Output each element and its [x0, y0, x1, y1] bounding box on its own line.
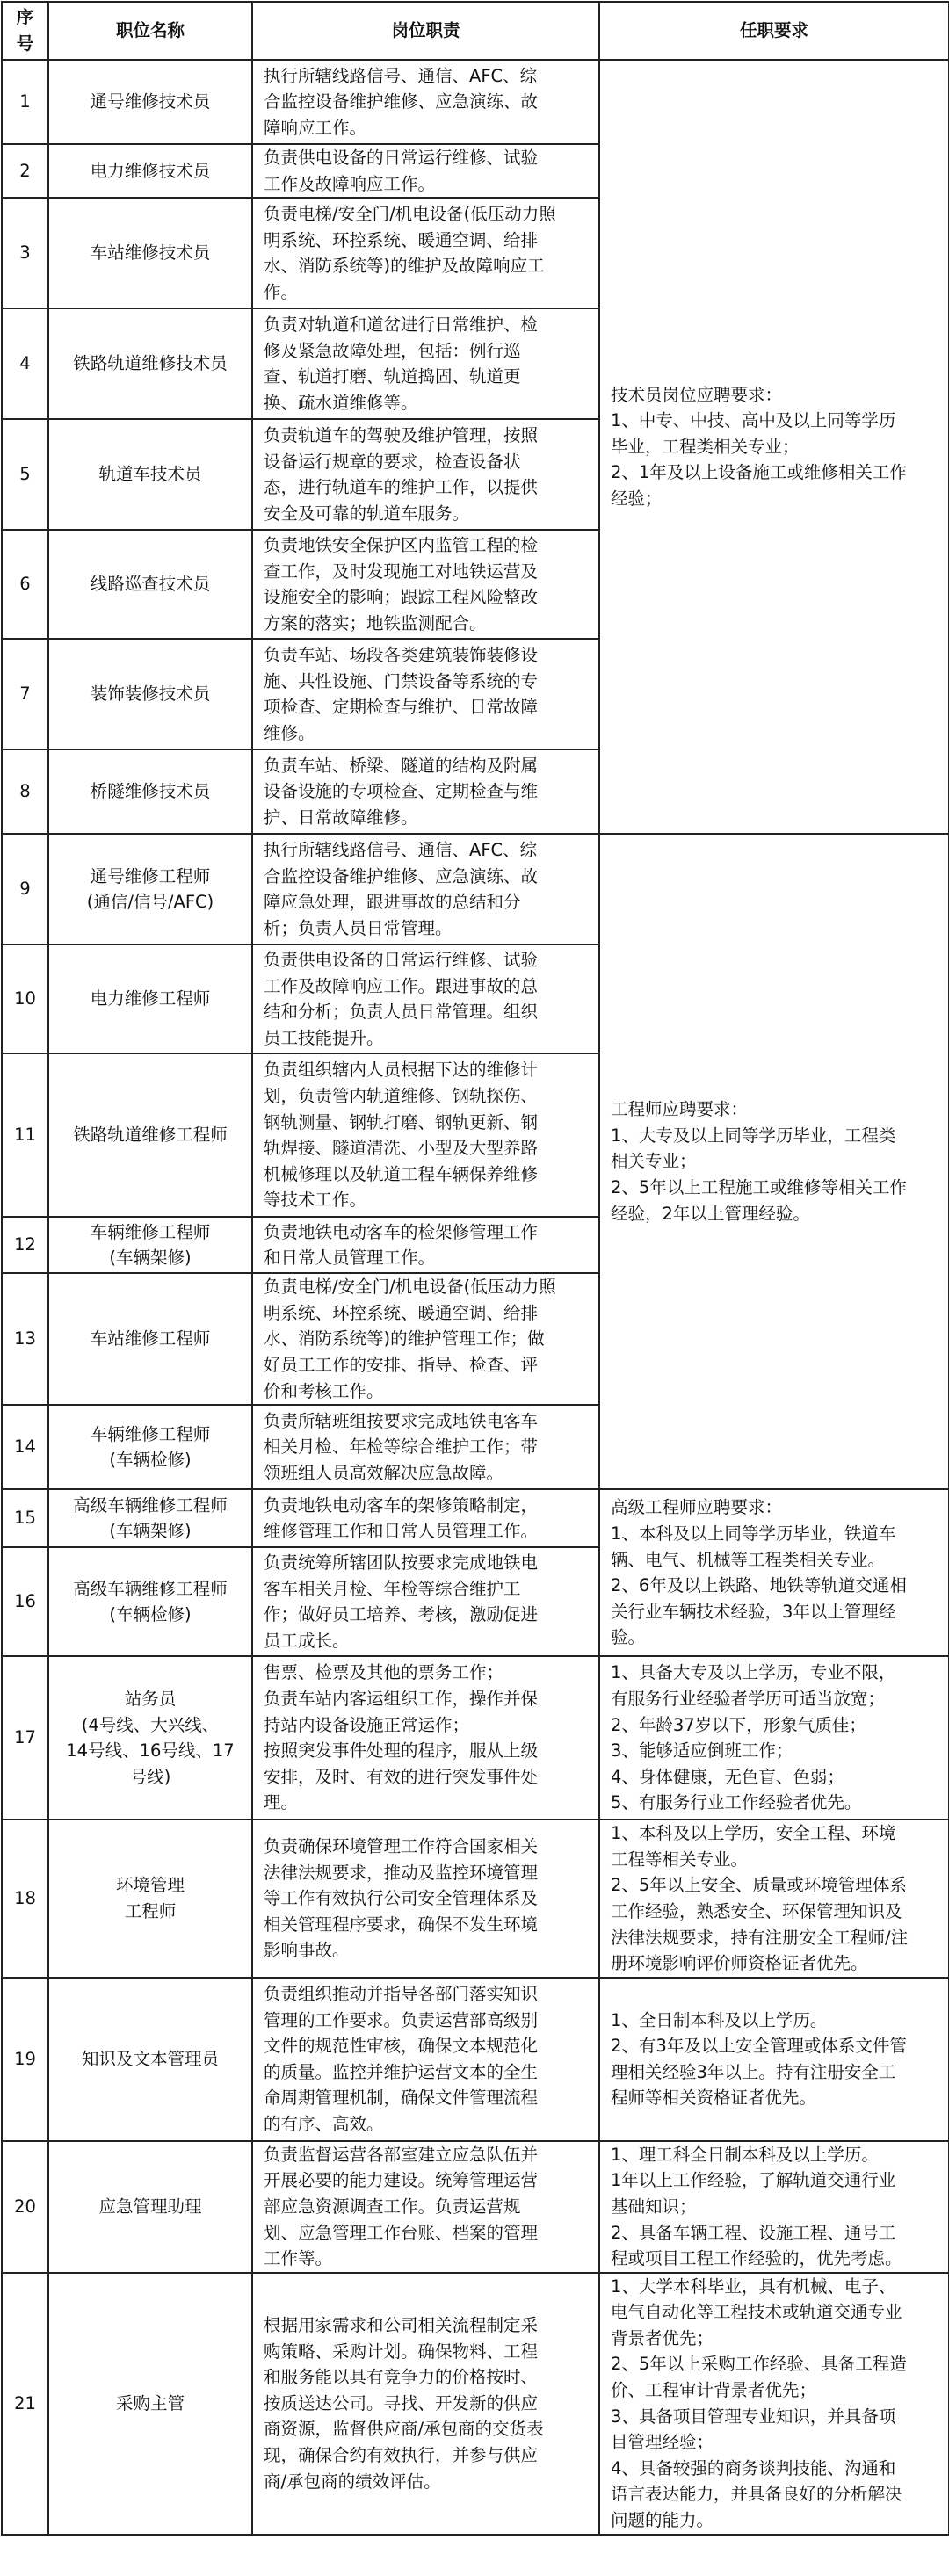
table-row [2, 1656, 949, 1820]
position-name: 铁路轨道维修工程师 [48, 1053, 252, 1217]
row-number: 5 [2, 419, 48, 530]
position-name: 桥隧维修技术员 [48, 749, 252, 834]
position-duties: 负责电梯/安全门/机电设备(低压动力照 明系统、环控系统、暖通空调、给排 水、消防系统等)的维护管理工作；做 好员工工作的安排、指导、检查、评 价和考核工作。 [252, 1273, 599, 1405]
position-name: 环境管理 工程师 [48, 1820, 252, 1978]
table-header-row [2, 2, 949, 60]
position-name: 车辆维修工程师 (车辆架修) [48, 1217, 252, 1273]
position-name: 装饰装修技术员 [48, 639, 252, 749]
position-name: 电力维修技术员 [48, 144, 252, 198]
row-number: 18 [2, 1820, 48, 1978]
recruitment-table [1, 1, 949, 2536]
position-name: 铁路轨道维修技术员 [48, 308, 252, 419]
header-position-name: 职位名称 [48, 2, 252, 60]
row-number: 13 [2, 1273, 48, 1405]
table-row [2, 2273, 949, 2535]
position-name: 通号维修技术员 [48, 60, 252, 144]
position-duties: 执行所辖线路信号、通信、AFC、综 合监控设备维护维修、应急演练、故 障响应工作。 [252, 60, 599, 144]
position-requirements: 1、本科及以上学历，安全工程、环境 工程等相关专业。 2、5年以上安全、质量或环境管理体系 工作经验，熟悉安全、环保管理知识及 法律法规要求，持有注册安全工程师/注 册环境影响评价师资格证者优先。 [599, 1820, 949, 1978]
position-duties: 负责确保环境管理工作符合国家相关 法律法规要求，推动及监控环境管理 等工作有效执行公司安全管理体系及 相关管理程序要求，确保不发生环境 影响事故。 [252, 1820, 599, 1978]
row-number: 10 [2, 944, 48, 1053]
position-name: 车辆维修工程师 (车辆检修) [48, 1405, 252, 1489]
position-name: 车站维修工程师 [48, 1273, 252, 1405]
position-duties: 负责组织辖内人员根据下达的维修计 划，负责管内轨道维修、钢轨探伤、 钢轨测量、钢轨打磨、钢轨更新、钢 轨焊接、隧道清洗、小型及大型养路 机械修理以及轨道工程车辆保养维修 等技术工作。 [252, 1053, 599, 1217]
position-duties: 负责所辖班组按要求完成地铁电客车 相关月检、年检等综合维护工作；带 领班组人员高效解决应急故障。 [252, 1405, 599, 1489]
position-name: 高级车辆维修工程师 (车辆架修) [48, 1489, 252, 1547]
position-duties: 执行所辖线路信号、通信、AFC、综 合监控设备维护维修、应急演练、故 障应急处理，跟进事故的总结和分 析；负责人员日常管理。 [252, 834, 599, 944]
position-requirements: 1、理工科全日制本科及以上学历。 1年以上工作经验，了解轨道交通行业 基础知识； 2、具备车辆工程、设施工程、通号工 程或项目工程工作经验的，优先考虑。 [599, 2141, 949, 2273]
row-number: 14 [2, 1405, 48, 1489]
header-no: 序 号 [2, 2, 48, 60]
table-row [2, 60, 949, 144]
row-number: 2 [2, 144, 48, 198]
row-number: 7 [2, 639, 48, 749]
position-duties: 负责供电设备的日常运行维修、试验 工作及故障响应工作。 [252, 144, 599, 198]
position-requirements: 工程师应聘要求： 1、大专及以上同等学历毕业，工程类 相关专业； 2、5年以上工程施工或维修等相关工作 经验，2年以上管理经验。 [599, 834, 949, 1489]
header-requirements: 任职要求 [599, 2, 949, 60]
row-number: 8 [2, 749, 48, 834]
position-name: 高级车辆维修工程师 (车辆检修) [48, 1547, 252, 1656]
position-name: 站务员 (4号线、大兴线、 14号线、16号线、17 号线) [48, 1656, 252, 1820]
row-number: 11 [2, 1053, 48, 1217]
position-duties: 根据用家需求和公司相关流程制定采 购策略、采购计划。确保物料、工程 和服务能以具有竞争力的价格按时、 按质送达公司。寻找、开发新的供应 商资源，监督供应商/承包商的交货表 现，确保合约有效执行，并参与供应 商/承包商的绩效评估。 [252, 2273, 599, 2535]
position-requirements: 技术员岗位应聘要求： 1、中专、中技、高中及以上同等学历 毕业，工程类相关专业； 2、1年及以上设备施工或维修相关工作 经验； [599, 60, 949, 834]
position-name: 电力维修工程师 [48, 944, 252, 1053]
table-row [2, 1820, 949, 1978]
position-duties: 负责地铁电动客车的架修策略制定， 维修管理工作和日常人员管理工作。 [252, 1489, 599, 1547]
row-number: 4 [2, 308, 48, 419]
position-duties: 负责统筹所辖团队按要求完成地铁电 客车相关月检、年检等综合维护工 作；做好员工培养、考核，激励促进 员工成长。 [252, 1547, 599, 1656]
row-number: 15 [2, 1489, 48, 1547]
table-row [2, 1489, 949, 1547]
row-number: 17 [2, 1656, 48, 1820]
row-number: 3 [2, 198, 48, 308]
row-number: 16 [2, 1547, 48, 1656]
table-body [2, 60, 949, 2535]
position-duties: 负责电梯/安全门/机电设备(低压动力照 明系统、环控系统、暖通空调、给排 水、消防系统等)的维护及故障响应工 作。 [252, 198, 599, 308]
position-name: 知识及文本管理员 [48, 1978, 252, 2141]
position-duties: 负责组织推动并指导各部门落实知识 管理的工作要求。负责运营部高级别 文件的规范性审核，确保文本规范化 的质量。监控并维护运营文本的全生 命周期管理机制，确保文件管理流程 的有序、高效。 [252, 1978, 599, 2141]
position-duties: 负责车站、桥梁、隧道的结构及附属 设备设施的专项检查、定期检查与维 护、日常故障维修。 [252, 749, 599, 834]
position-duties: 负责轨道车的驾驶及维护管理，按照 设备运行规章的要求，检查设备状 态，进行轨道车的维护工作，以提供 安全及可靠的轨道车服务。 [252, 419, 599, 530]
position-name: 车站维修技术员 [48, 198, 252, 308]
position-duties: 负责供电设备的日常运行维修、试验 工作及故障响应工作。跟进事故的总 结和分析；负责人员日常管理。组织 员工技能提升。 [252, 944, 599, 1053]
position-duties: 负责监督运营各部室建立应急队伍并 开展必要的能力建设。统筹管理运营 部应急资源调查工作。负责运营规 划、应急管理工作台账、档案的管理 工作等。 [252, 2141, 599, 2273]
table-row [2, 2141, 949, 2273]
position-name: 采购主管 [48, 2273, 252, 2535]
row-number: 6 [2, 530, 48, 639]
row-number: 1 [2, 60, 48, 144]
row-number: 12 [2, 1217, 48, 1273]
row-number: 9 [2, 834, 48, 944]
header-duties: 岗位职责 [252, 2, 599, 60]
row-number: 20 [2, 2141, 48, 2273]
position-duties: 负责地铁电动客车的检架修管理工作 和日常人员管理工作。 [252, 1217, 599, 1273]
table-row [2, 1978, 949, 2141]
position-requirements: 1、大学本科毕业，具有机械、电子、 电气自动化等工程技术或轨道交通专业 背景者优先； 2、5年以上采购工作经验、具备工程造 价、工程审计背景者优先； 3、具备项目管理专业知识，并具备项 目管理经验； 4、具备较强的商务谈判技能、沟通和 语言表达能力，并具备良好的分析解决 问题的能力。 [599, 2273, 949, 2535]
position-requirements: 1、具备大专及以上学历，专业不限， 有服务行业经验者学历可适当放宽； 2、年龄37岁以下，形象气质佳； 3、能够适应倒班工作； 4、身体健康，无色盲、色弱； 5、有服务行业工作经验者优先。 [599, 1656, 949, 1820]
row-number: 19 [2, 1978, 48, 2141]
position-name: 轨道车技术员 [48, 419, 252, 530]
position-duties: 负责对轨道和道岔进行日常维护、检 修及紧急故障处理，包括：例行巡 查、轨道打磨、轨道捣固、轨道更 换、疏水道维修等。 [252, 308, 599, 419]
position-requirements: 高级工程师应聘要求： 1、本科及以上同等学历毕业，铁道车 辆、电气、机械等工程类相关专业。 2、6年及以上铁路、地铁等轨道交通相 关行业车辆技术经验，3年以上管理经 验。 [599, 1489, 949, 1656]
position-duties: 售票、检票及其他的票务工作； 负责车站内客运组织工作，操作并保 持站内设备设施正常运作； 按照突发事件处理的程序，服从上级 安排，及时、有效的进行突发事件处 理。 [252, 1656, 599, 1820]
position-name: 应急管理助理 [48, 2141, 252, 2273]
position-duties: 负责地铁安全保护区内监管工程的检 查工作，及时发现施工对地铁运营及 设施安全的影响；跟踪工程风险整改 方案的落实；地铁监测配合。 [252, 530, 599, 639]
position-duties: 负责车站、场段各类建筑装饰装修设 施、共性设施、门禁设备等系统的专 项检查、定期检查与维护、日常故障 维修。 [252, 639, 599, 749]
position-name: 通号维修工程师 (通信/信号/AFC) [48, 834, 252, 944]
row-number: 21 [2, 2273, 48, 2535]
position-requirements: 1、全日制本科及以上学历。 2、有3年及以上安全管理或体系文件管 理相关经验3年以上。持有注册安全工 程师等相关资格证者优先。 [599, 1978, 949, 2141]
table-row [2, 834, 949, 944]
position-name: 线路巡查技术员 [48, 530, 252, 639]
